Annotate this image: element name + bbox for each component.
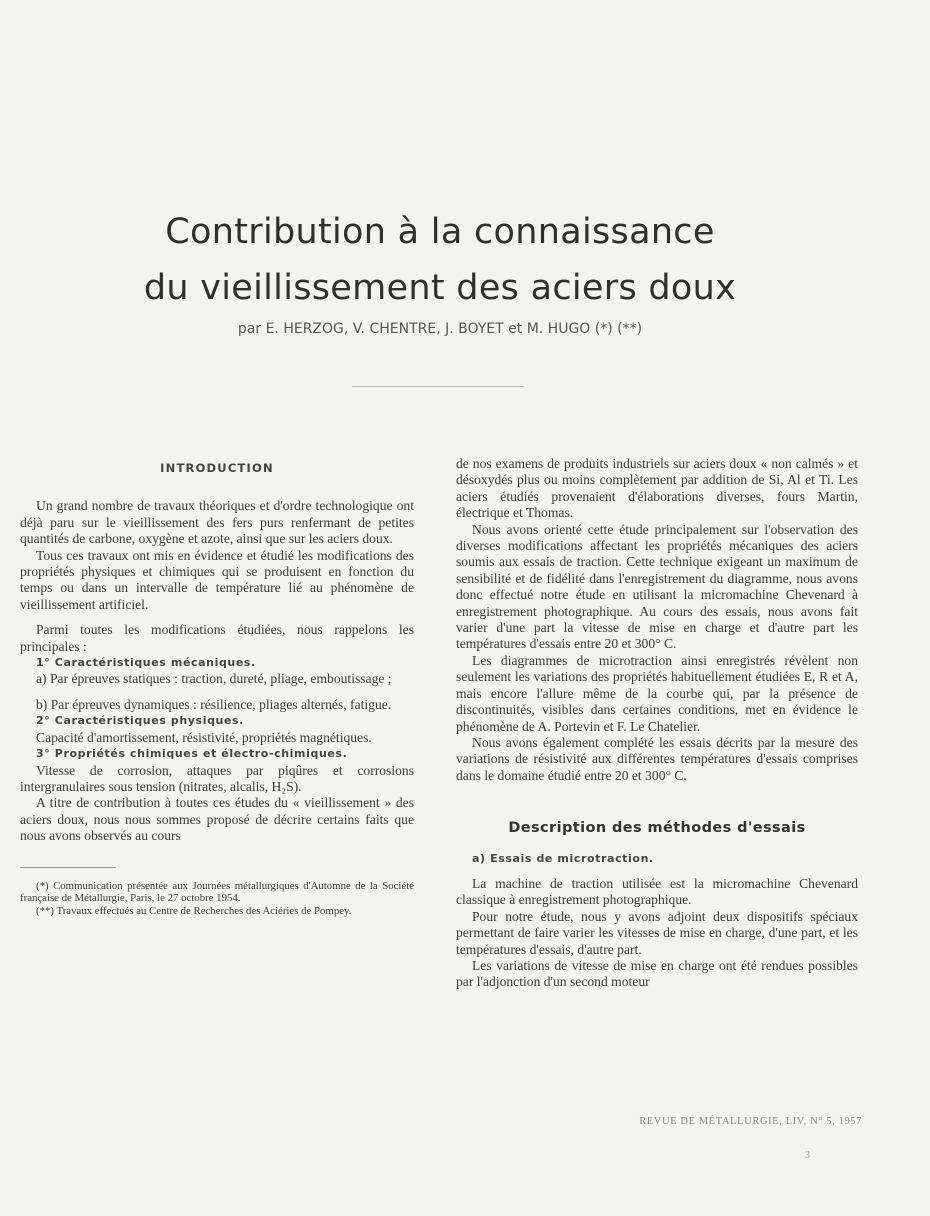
introduction-heading: INTRODUCTION (160, 461, 274, 475)
authors-line: par E. HERZOG, V. CHENTRE, J. BOYET et M. HUGO (*) (**) (237, 321, 643, 337)
methods-heading: Description des méthodes d'essais (508, 820, 806, 837)
microtraction-subheading: a) Essais de microtraction. (472, 851, 654, 865)
footnote-divider (20, 867, 116, 868)
intro-paragraph-3: Parmi toutes les modifications étudiées, nous rappelons les principales : (20, 622, 414, 654)
article-title-line-1: Contribution à la connaissance (165, 212, 715, 252)
right-paragraph-2: Nous avons orienté cette étude principalement sur l'observation des diverses modifications affectant les propriétés mécaniques des aciers soumis aux essais de traction. Cette technique exigeant un maximum de sensibilité et de fidélité dans l'enregistrement du diagramme, nous avons donc effectué notre étude en utilisant la micromachine Chevenard à enregistrement photographique. Au cours des essais, nous avons fait varier d'une part la vitesse de mise en charge et d'autre part les températures d'essais entre 20 et 300° C. (456, 521, 858, 652)
subsection-chemical-heading: 3° Propriétés chimiques et électro-chimiques. (36, 747, 348, 761)
subsection-mechanical-heading: 1° Caractéristiques mécaniques. (36, 656, 256, 670)
intro-paragraph-2: Tous ces travaux ont mis en évidence et étudié les modifications des propriétés physiques et chimiques qui se produisent en fonction du temps ou dans un intervalle de température lié au phénomène de vieillissement artificiel. (20, 547, 414, 612)
chemical-properties-text: Vitesse de corrosion, attaques par piqûres et corrosions intergranulaires sous tension (nitrates, alcalis, H₂S). (20, 762, 414, 794)
right-column (456, 456, 858, 991)
footnote-1: (*) Communication présentée aux Journées métallurgiques d'Automne de la Société française de Métallurgie, Paris, le 27 octobre 1954. (20, 879, 414, 905)
title-divider (352, 386, 524, 387)
journal-footer: REVUE DE MÉTALLURGIE, LIV, N° 5, 1957 (639, 1116, 862, 1127)
mechanical-dynamic-item: b) Par épreuves dynamiques : résilience, pliages alternés, fatigue. (36, 696, 392, 712)
intro-paragraph-1: Un grand nombre de travaux théoriques et d'ordre technologique ont déjà paru sur le vieillissement des fers purs renfermant de petites quantités de carbone, oxygène et azote, ainsi que sur les aciers doux. (20, 498, 414, 547)
footnote-2: (**) Travaux effectués au Centre de Recherches des Aciéries de Pompey. (36, 904, 352, 917)
mechanical-static-item: a) Par épreuves statiques : traction, dureté, pliage, emboutissage ; (36, 671, 392, 687)
article-title-line-2: du vieillissement des aciers doux (143, 268, 737, 308)
right-paragraph-3: Les diagrammes de microtraction ainsi enregistrés révèlent non seulement les variations des propriétés habituellement étudiées E, R et A, mais encore l'allure même de la courbe qui, par la présence de discontinuités, visibles dans certaines conditions, met en évidence le phénomène de A. Portevin et F. Le Chatelier. (456, 652, 858, 734)
intro-paragraph-4: A titre de contribution à toutes ces études du « vieillissement » des aciers doux, nous nous sommes proposé de décrire certains faits que nous avons observés au cours (20, 795, 414, 844)
right-paragraph-4: Nous avons également complété les essais décrits par la mesure des variations de résistivité aux différentes températures d'essais comprises dans le domaine étudié entre 20 et 300° C. (456, 734, 858, 783)
physical-properties-text: Capacité d'amortissement, résistivité, propriétés magnétiques. (36, 729, 372, 745)
right-paragraph-1: de nos examens de produits industriels sur aciers doux « non calmés » et désoxydés plus ou moins complètement par addition de Si, Al et Ti. Les aciers étudiés provenaient d'élaborations diverses, fours Martin, électrique et Thomas. (456, 456, 858, 521)
methods-paragraph-2: Pour notre étude, nous y avons adjoint deux dispositifs spéciaux permettant de faire varier les vitesses de mise en charge, d'une part, et les températures d'essais, d'autre part. (456, 908, 858, 957)
methods-paragraph-3: Les variations de vitesse de mise en charge ont été rendues possibles par l'adjonction d'un second moteur (456, 957, 858, 990)
methods-paragraph-1: La machine de traction utilisée est la micromachine Chevenard classique à enregistrement photographique. (456, 875, 858, 908)
subsection-physical-heading: 2° Caractéristiques physiques. (36, 714, 244, 728)
page-number: 3 (805, 1150, 810, 1161)
left-column (20, 460, 414, 917)
